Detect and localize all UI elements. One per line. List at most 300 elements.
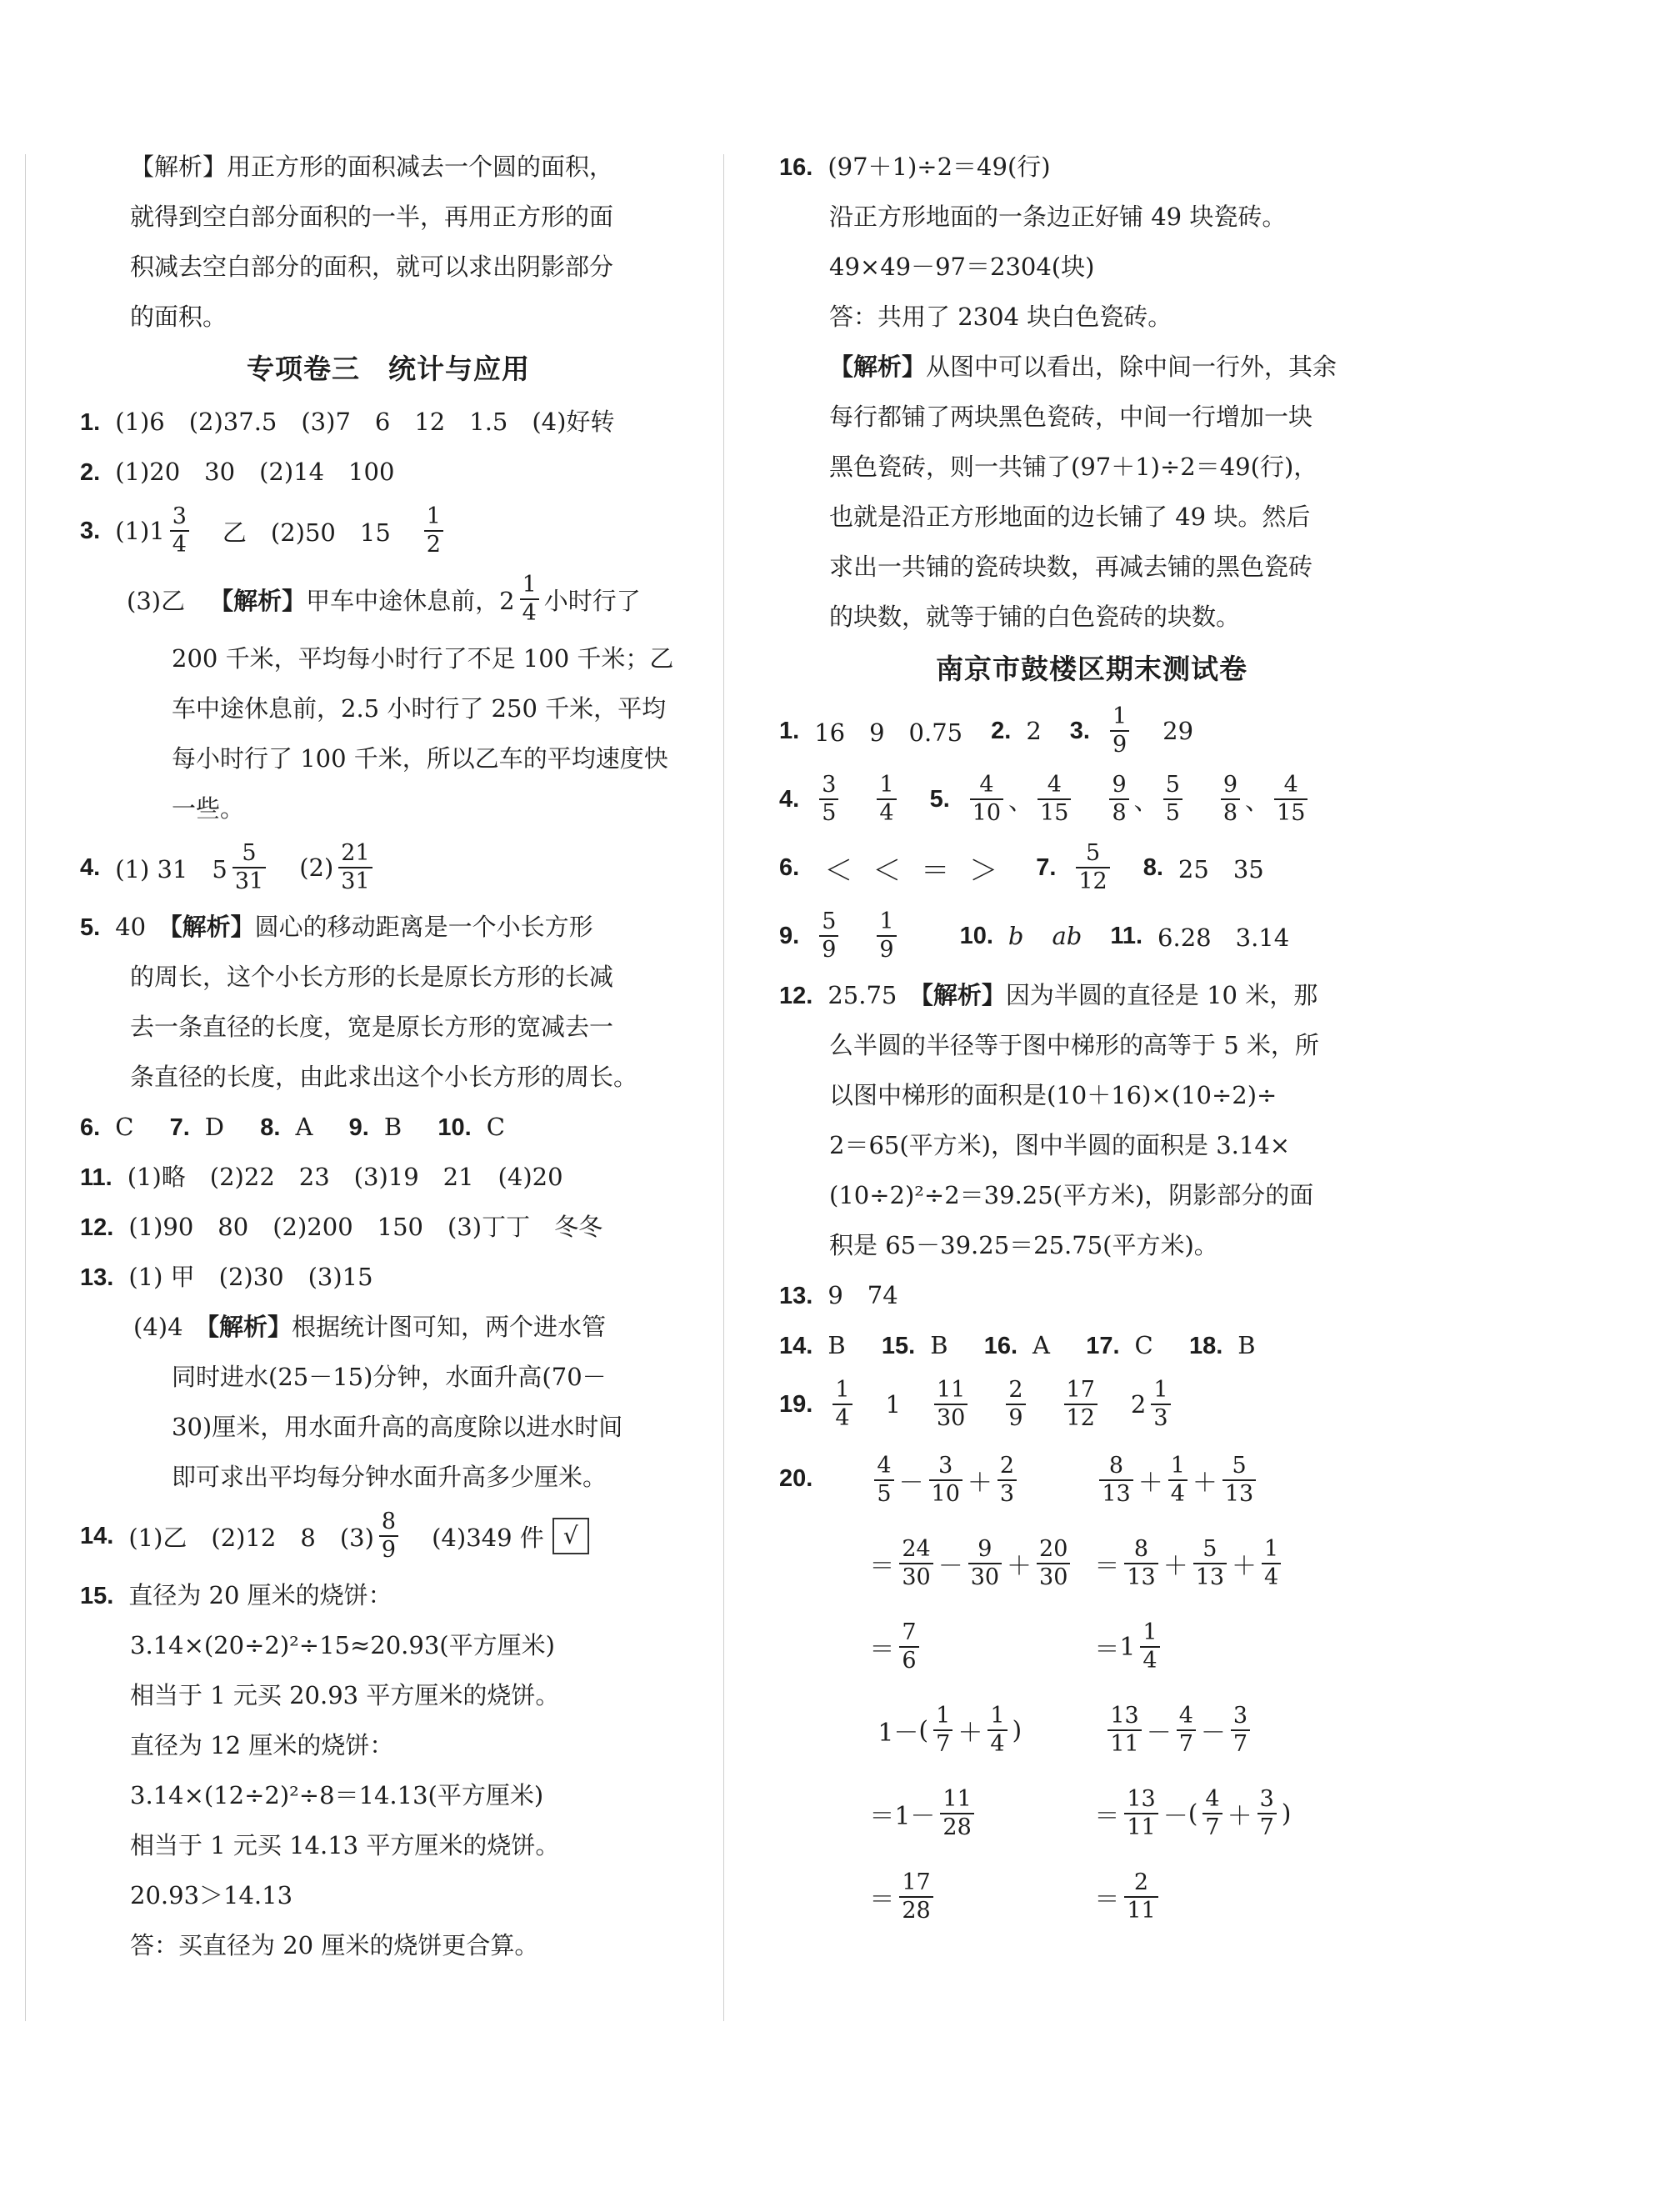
answer-text: (3)乙 [127, 586, 210, 615]
text-line: 黑色瓷砖，则一共铺了(97＋1)÷2＝49(行)， [829, 453, 1318, 481]
calc-a1 [869, 1439, 1094, 1522]
fraction [968, 1535, 1002, 1590]
fraction [1274, 773, 1308, 826]
denominator: 11 [1124, 1813, 1158, 1839]
fraction [1202, 1785, 1222, 1840]
answer-text: 9 74 [828, 1281, 898, 1309]
answer-text: 直径为 20 厘米的烧饼： [128, 1581, 392, 1609]
operator: ＝ [869, 1802, 895, 1831]
denominator: 9 [819, 935, 838, 962]
text-line: 200 千米，平均每小时行了不足 100 千米；乙 [172, 644, 674, 673]
fraction [379, 1510, 398, 1563]
numerator: 7 [902, 1619, 917, 1645]
question-1 [80, 397, 697, 447]
operator: ＝ [1094, 1552, 1120, 1581]
answer-text: C [115, 1113, 134, 1141]
numerator: 5 [1232, 1452, 1247, 1479]
numerator: 2 [1008, 1376, 1023, 1403]
question-number: 1. [779, 717, 800, 744]
question-number: 14. [779, 1333, 813, 1359]
answer-text: B [828, 1331, 846, 1359]
fraction [933, 1704, 952, 1757]
denominator: 3 [998, 1479, 1017, 1506]
denominator: 5 [874, 1479, 893, 1506]
numerator: 20 [1039, 1535, 1068, 1562]
numerator: 1 [1112, 703, 1128, 729]
fraction [1222, 1454, 1256, 1507]
question-number: 12. [779, 983, 813, 1009]
calc-b3 [1094, 1605, 1344, 1689]
calc-c3 [869, 1855, 1094, 1939]
answer-text: (1) 31 5 [115, 854, 228, 883]
answer-text: 29 [1162, 717, 1194, 745]
denominator: 7 [1177, 1729, 1196, 1756]
question-number: 14. [80, 1522, 114, 1549]
question-number: 8. [260, 1114, 281, 1141]
compare-symbol: ＞ [969, 853, 998, 888]
numerator: 5 [1202, 1535, 1218, 1562]
fraction [1258, 1785, 1277, 1840]
answer-text: (1)6 (2)37.5 (3)7 6 12 1.5 (4)好转 [115, 408, 615, 436]
answer-text: 25.75 [828, 981, 922, 1009]
fraction [874, 1454, 893, 1507]
answer-text: A [295, 1113, 313, 1141]
fraction [832, 1376, 852, 1431]
denominator: 4 [1168, 1479, 1188, 1506]
answer-text: (1)乙 (2)12 8 (3) [128, 1523, 374, 1552]
text-line: 积减去空白部分的面积，就可以求出阴影部分 [130, 253, 614, 281]
text-line: 即可求出平均每分钟水面升高多少厘米。 [172, 1463, 608, 1491]
operator: ＋ [1007, 1552, 1032, 1581]
text-line: 30)厘米，用水面升高的高度除以进水时间 [172, 1413, 623, 1441]
question-number: 15. [80, 1583, 114, 1609]
fraction [1037, 1535, 1070, 1590]
text-line: 答：共用了 2304 块白色瓷砖。 [829, 303, 1172, 331]
denominator: 12 [1076, 867, 1109, 893]
denominator: 9 [1110, 730, 1129, 757]
numerator: 8 [1133, 1535, 1149, 1562]
answer-text: b [1008, 922, 1024, 950]
denominator: 9 [1006, 1404, 1025, 1430]
text-line: 相当于 1 元买 14.13 平方厘米的烧饼。 [130, 1831, 560, 1859]
answer-text: (1)略 (2)22 23 (3)19 21 (4)20 [127, 1163, 563, 1191]
fraction [232, 839, 266, 894]
text-line: 每小时行了 100 千米，所以乙车的平均速度快 [172, 744, 668, 773]
answer-text: (1)90 80 (2)200 150 (3)丁丁 冬冬 [128, 1213, 603, 1241]
question-number: 5. [929, 785, 950, 813]
denominator: 4 [988, 1729, 1007, 1756]
fraction [819, 773, 838, 826]
analysis-label: 【解析】 [170, 913, 255, 941]
question-number: 4. [779, 785, 800, 813]
fraction [940, 1785, 973, 1840]
text-line: 49×49－97＝2304(块) [829, 253, 1095, 281]
question-12 [779, 970, 1404, 1020]
text-line: 条直径的长度，由此求出这个小长方形的周长。 [130, 1063, 638, 1091]
question-20 [779, 1439, 1404, 1939]
left-margin-line [25, 154, 26, 2021]
text-line: 相当于 1 元买 20.93 平方厘米的烧饼。 [130, 1681, 560, 1709]
numerator: 13 [1110, 1702, 1139, 1729]
analysis-label: 【解析】 [209, 586, 307, 615]
question-number: 5. [80, 914, 101, 941]
question-number: 7. [1036, 853, 1057, 881]
questions-4-5 [779, 765, 1404, 833]
denominator: 7 [1231, 1729, 1250, 1756]
question-number: 13. [779, 1283, 813, 1309]
answer-text: ab [1052, 922, 1082, 950]
denominator: 15 [1274, 798, 1308, 825]
section-heading: 南京市鼓楼区期末测试卷 [936, 653, 1248, 685]
calc-c1 [869, 1689, 1094, 1772]
text-line: 一些。 [172, 794, 245, 823]
numerator: 2 [1133, 1869, 1149, 1895]
operand: 1 [1119, 1632, 1136, 1662]
denominator: 4 [170, 530, 189, 557]
question-number: 10. [438, 1114, 472, 1141]
calc-d1 [1094, 1689, 1344, 1772]
operator: － [1200, 1719, 1226, 1748]
denominator: 13 [1124, 1563, 1158, 1589]
numerator: 9 [1112, 771, 1127, 798]
fraction [877, 773, 896, 826]
numerator: 17 [1066, 1376, 1095, 1403]
question-number: 18. [1188, 1333, 1223, 1359]
denominator: 15 [1038, 798, 1071, 825]
operator: ＋ [1162, 1552, 1188, 1581]
fraction [998, 1454, 1017, 1507]
question-16 [779, 142, 1404, 192]
calc-d3 [1094, 1855, 1344, 1939]
operator: － [1146, 1719, 1172, 1748]
denominator: 30 [934, 1404, 968, 1430]
operand: 1－ [894, 1802, 936, 1831]
numerator: 4 [979, 771, 994, 798]
fraction [899, 1621, 918, 1674]
operator: － [898, 1469, 924, 1498]
fraction [1124, 1871, 1158, 1924]
question-3-part-3 [80, 565, 697, 633]
question-number: 12. [80, 1214, 114, 1241]
operator: ＋ [958, 1719, 983, 1748]
text-line: 20.93＞14.13 [130, 1881, 293, 1909]
fraction [1151, 1376, 1170, 1431]
text-line: 3.14×(12÷2)²÷8＝14.13(平方厘米) [130, 1781, 544, 1809]
denominator: 3 [1151, 1404, 1170, 1430]
question-number: 11. [80, 1164, 112, 1191]
answer-text: D [204, 1113, 225, 1141]
question-number: 19. [779, 1390, 813, 1418]
operator: ＋ [1232, 1552, 1258, 1581]
numerator: 2 [999, 1452, 1015, 1479]
denominator: 30 [1037, 1563, 1070, 1589]
answer-text: A [1032, 1331, 1050, 1359]
answer-text: 6.28 3.14 [1158, 923, 1290, 952]
operator: ＋ [967, 1469, 992, 1498]
text-line: 答：买直径为 20 厘米的烧饼更合算。 [130, 1931, 539, 1959]
questions-9-11 [779, 902, 1404, 970]
numerator: 1 [879, 908, 894, 934]
denominator: 31 [338, 867, 372, 893]
fraction [1163, 773, 1182, 826]
operator: ＋ [1227, 1802, 1252, 1831]
text-line: 沿正方形地面的一条边正好铺 49 块瓷砖。 [829, 203, 1287, 231]
text-line: 直径为 12 厘米的烧饼： [130, 1731, 394, 1759]
denominator: 10 [970, 798, 1003, 825]
numerator: 4 [1205, 1785, 1220, 1812]
text-line: 的周长，这个小长方形的长是原长方形的长减 [130, 963, 614, 991]
text-line: 每行都铺了两块黑色瓷砖，中间一行增加一块 [829, 403, 1313, 431]
fraction [1140, 1621, 1159, 1674]
answer-text: (1) 甲 (2)30 (3)15 [128, 1263, 373, 1291]
fraction [899, 1871, 932, 1924]
fraction [1124, 1785, 1158, 1840]
denominator: 4 [1262, 1563, 1281, 1589]
operator: － [1162, 1802, 1188, 1831]
denominator: 30 [968, 1563, 1002, 1589]
numerator: 4 [877, 1452, 892, 1479]
numerator: 9 [1222, 771, 1238, 798]
operator: ＋ [1138, 1469, 1163, 1498]
denominator: 31 [232, 867, 266, 893]
denominator: 13 [1099, 1479, 1132, 1506]
calc-a3 [869, 1605, 1094, 1689]
question-number: 17. [1086, 1333, 1120, 1359]
numerator: 1 [879, 771, 894, 798]
operator: ＝ [1094, 1802, 1120, 1831]
answer-text: (97＋1)÷2＝49(行) [828, 153, 1051, 181]
fraction [1064, 1376, 1098, 1431]
question-number: 2. [991, 717, 1012, 744]
denominator: 8 [1109, 798, 1128, 825]
intro-analysis [80, 142, 697, 342]
fraction [877, 910, 896, 963]
question-13 [80, 1252, 697, 1302]
text-line: 车中途休息前，2.5 小时行了 250 千米，平均 [172, 694, 667, 723]
fraction [1231, 1704, 1250, 1757]
text-line: 去一条直径的长度，宽是原长方形的宽减去一 [130, 1013, 614, 1041]
denominator: 7 [1258, 1813, 1277, 1839]
answer-text: (4)4 [133, 1313, 208, 1341]
operator: ( [918, 1715, 929, 1745]
question-number: 3. [1069, 717, 1090, 744]
fraction [1221, 773, 1240, 826]
calc-b2 [1094, 1522, 1344, 1605]
denominator: 6 [899, 1646, 918, 1673]
numerator: 4 [1047, 771, 1062, 798]
fraction [1099, 1454, 1132, 1507]
text-line: 同时进水(25－15)分钟，水面升高(70－ [172, 1363, 607, 1391]
question-13 [779, 1270, 1404, 1320]
right-column [779, 142, 1404, 1939]
numerator: 1 [1264, 1535, 1279, 1562]
denominator: 5 [1163, 798, 1182, 825]
answer-text: 25 35 [1178, 854, 1264, 883]
operator: ＝ [869, 1635, 895, 1664]
question-15 [80, 1570, 697, 1620]
operator: ＝ [869, 1885, 895, 1914]
question-number: 6. [779, 853, 800, 881]
fraction [170, 505, 189, 558]
numerator: 3 [1232, 1702, 1248, 1729]
analysis-text: 根据统计图可知，两个进水管 [292, 1313, 607, 1341]
text-line: 求出一共铺的瓷砖块数，再减去铺的黑色瓷砖 [829, 553, 1313, 581]
question-3 [80, 497, 697, 565]
denominator: 2 [424, 530, 443, 557]
text-line: 【解析】用正方形的面积减去一个圆的面积， [130, 153, 614, 181]
text-line: 的块数，就等于铺的白色瓷砖的块数。 [829, 603, 1241, 631]
operator: ＝ [1094, 1885, 1120, 1914]
question-14 [80, 1502, 697, 1570]
denominator: 4 [877, 798, 896, 825]
numerator: 1 [936, 1702, 951, 1729]
question-5 [80, 902, 697, 952]
text-line: 也就是沿正方形地面的边长铺了 49 块。然后 [829, 503, 1311, 531]
answer-text: C [1134, 1331, 1153, 1359]
denominator: 7 [933, 1729, 952, 1756]
questions-14-18 [779, 1320, 1404, 1370]
question-13-part-4 [80, 1302, 697, 1352]
numerator: 21 [341, 839, 370, 866]
compare-symbol: ＜ [872, 853, 902, 888]
numerator: 1 [1170, 1452, 1185, 1479]
question-number: 16. [779, 154, 813, 181]
numerator: 8 [381, 1508, 397, 1534]
answer-text: (2) [299, 853, 334, 882]
question-number: 20. [779, 1465, 813, 1492]
question-number: 15. [881, 1333, 916, 1359]
analysis-text: 因为半圆的直径是 10 米，那 [1005, 981, 1318, 1009]
question-number: 2. [80, 459, 101, 486]
question-number: 11. [1110, 922, 1143, 949]
operator: － [938, 1552, 963, 1581]
separator: 、 [1133, 786, 1158, 815]
text-line: (10÷2)²÷2＝39.25(平方米)，阴影部分的面 [829, 1181, 1314, 1209]
question-number: 16. [983, 1333, 1018, 1359]
fraction [1076, 839, 1109, 894]
denominator: 4 [832, 1404, 852, 1430]
denominator: 13 [1222, 1479, 1256, 1506]
numerator: 4 [1283, 771, 1298, 798]
answer-text: (1)20 30 (2)14 100 [115, 458, 395, 486]
question-number: 6. [80, 1114, 101, 1141]
fraction [1193, 1535, 1227, 1590]
numerator: 24 [902, 1535, 931, 1562]
fraction [1168, 1454, 1188, 1507]
numerator: 5 [242, 839, 257, 866]
answer-text: 乙 (2)50 15 [222, 518, 391, 547]
answer-text: B [1238, 1331, 1256, 1359]
fraction [929, 1454, 962, 1507]
denominator: 5 [819, 798, 838, 825]
text-line: 2＝65(平方米)，图中半圆的面积是 3.14× [829, 1131, 1291, 1159]
fraction [988, 1704, 1007, 1757]
numerator: 5 [1165, 771, 1180, 798]
numerator: 9 [978, 1535, 992, 1562]
analysis-text: 圆心的移动距离是一个小长方形 [254, 913, 593, 941]
text-line: 的面积。 [130, 303, 228, 331]
denominator: 11 [1124, 1896, 1158, 1923]
question-number: 8. [1142, 853, 1163, 881]
denominator: 13 [1193, 1563, 1227, 1589]
operator: ) [1012, 1715, 1022, 1745]
answer-text: 40 [115, 913, 171, 941]
question-number: 4. [80, 853, 101, 881]
question-number: 10. [959, 922, 993, 949]
numerator: 3 [172, 503, 187, 529]
fraction [1177, 1704, 1196, 1757]
question-number: 9. [779, 922, 800, 949]
fraction [424, 505, 443, 558]
text-line: 积是 65－39.25＝25.75(平方米)。 [829, 1231, 1218, 1259]
numerator: 11 [936, 1376, 966, 1403]
denominator: 11 [1108, 1729, 1141, 1756]
numerator: 8 [1108, 1452, 1124, 1479]
numerator: 1 [426, 503, 441, 529]
text-line: 就得到空白部分面积的一半，再用正方形的面 [130, 203, 614, 231]
operand: 1－ [878, 1719, 919, 1748]
compare-symbol: ＜ [824, 853, 853, 888]
denominator: 9 [877, 935, 896, 962]
answer-text: (1)1 [115, 517, 165, 545]
fraction [1109, 773, 1128, 826]
analysis-text: 小时行了 [543, 586, 641, 615]
fraction [1038, 773, 1071, 826]
numerator: 1 [835, 1376, 850, 1403]
operator: ( [1188, 1799, 1198, 1829]
answer-text: 2 [1130, 1390, 1147, 1419]
separator: 、 [1008, 786, 1033, 815]
numerator: 4 [1178, 1702, 1193, 1729]
denominator: 30 [899, 1563, 932, 1589]
question-2 [80, 447, 697, 497]
analysis-text: 从图中可以看出，除中间一行外，其余 [926, 353, 1338, 381]
question-19 [779, 1370, 1404, 1439]
fraction [1262, 1535, 1281, 1590]
question-number: 13. [80, 1264, 114, 1291]
fraction [1124, 1535, 1158, 1590]
question-11 [80, 1152, 697, 1202]
text-line: 3.14×(20÷2)²÷15≈20.93(平方厘米) [130, 1631, 555, 1659]
text-line: 以图中梯形的面积是(10＋16)×(10÷2)÷ [829, 1081, 1278, 1109]
calc-c2 [869, 1772, 1094, 1855]
calc-d2 [1094, 1772, 1344, 1855]
answer-text: 16 9 0.75 [814, 718, 963, 747]
answer-text: C [486, 1113, 505, 1141]
numerator: 1 [1142, 1619, 1158, 1645]
answer-text: 1 [885, 1390, 901, 1419]
question-12 [80, 1202, 697, 1252]
fraction [819, 910, 838, 963]
denominator: 7 [1202, 1813, 1222, 1839]
answer-text: B [383, 1113, 402, 1141]
numerator: 5 [822, 908, 837, 934]
fraction [1110, 705, 1129, 758]
analysis-label: 【解析】 [207, 1313, 292, 1341]
answer-text: 2 [1026, 717, 1042, 745]
denominator: 8 [1221, 798, 1240, 825]
calc-b1 [1094, 1439, 1344, 1522]
fraction [970, 773, 1003, 826]
operator: ＝ [869, 1552, 895, 1581]
denominator: 10 [929, 1479, 962, 1506]
left-column [80, 142, 697, 1970]
numerator: 3 [938, 1452, 953, 1479]
question-number: 3. [80, 517, 101, 544]
questions-1-3 [779, 697, 1404, 765]
analysis-label: 【解析】 [921, 981, 1006, 1009]
question-number: 1. [80, 409, 101, 436]
